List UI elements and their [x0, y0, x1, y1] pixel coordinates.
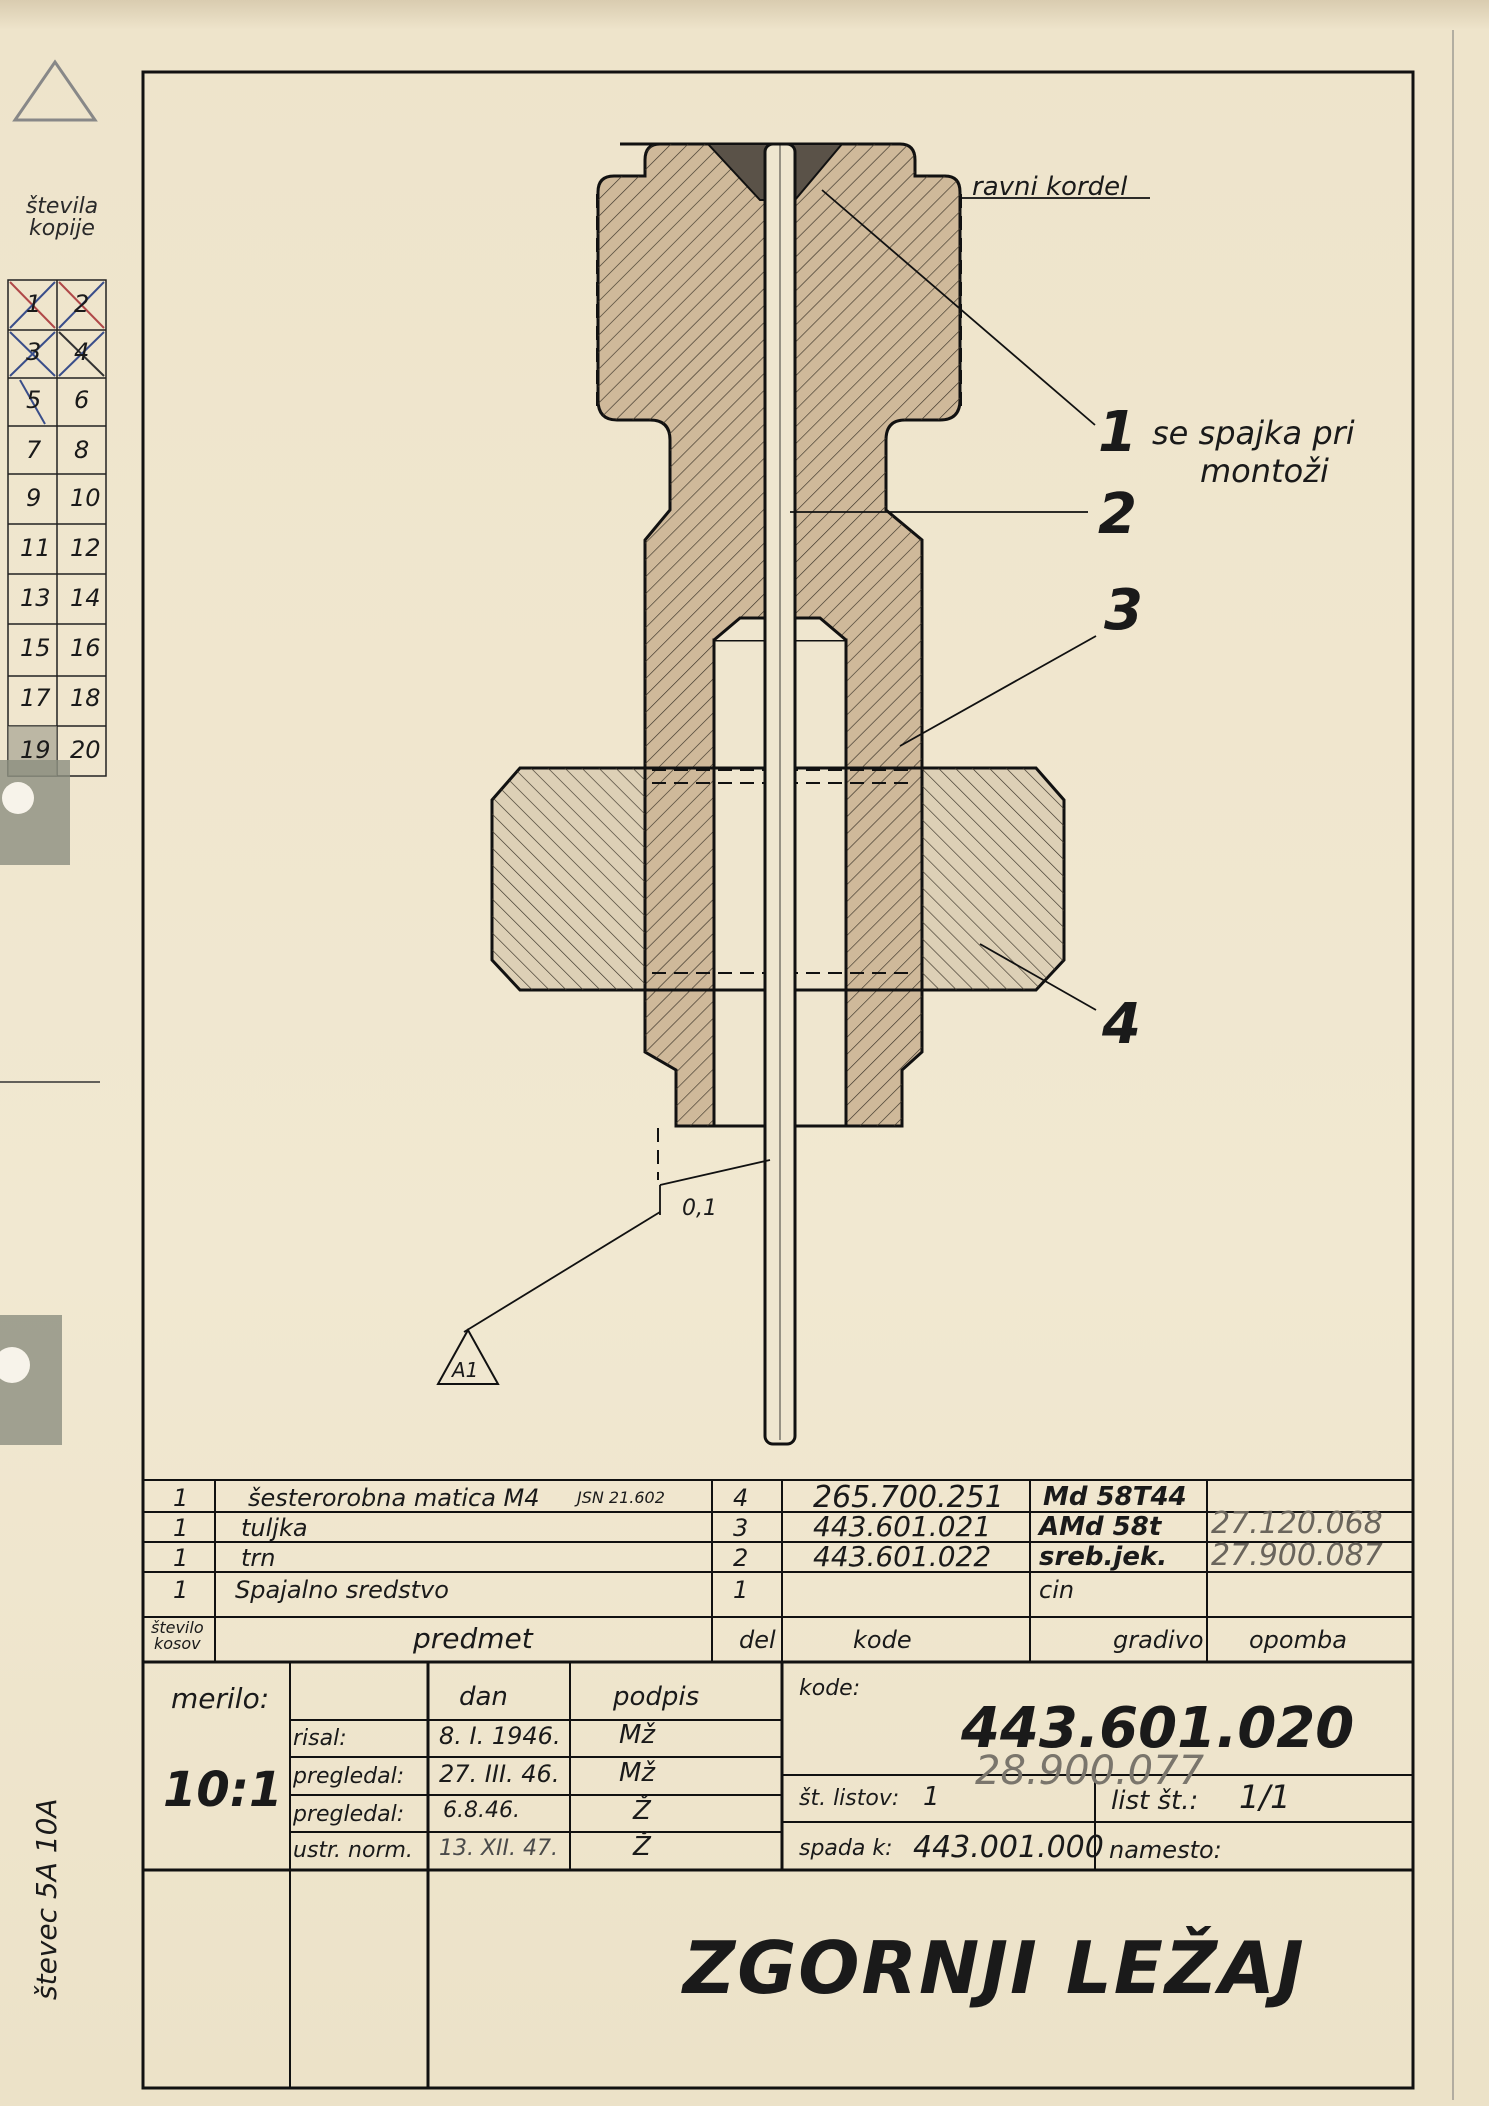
copy-number-cells: [8, 280, 106, 776]
table-cell: 443.601.022: [813, 1540, 992, 1573]
parts-list: [143, 1480, 1413, 1662]
table-cell: 27.120.068: [1211, 1506, 1383, 1541]
copy-cell: 11: [20, 534, 51, 562]
st-listov-label: št. listov:: [799, 1786, 900, 1811]
table-cell: tuljka: [241, 1514, 308, 1542]
signoff-label: risal:: [293, 1726, 347, 1751]
table-cell: šesterorobna matica M4: [248, 1484, 540, 1512]
copy-cell: 13: [20, 584, 51, 612]
copy-cell: 18: [70, 684, 101, 712]
copy-cell: 3: [26, 338, 42, 366]
copy-cell: 5: [26, 386, 42, 414]
header-predmet: predmet: [413, 1622, 533, 1655]
table-cell: 3: [733, 1514, 749, 1542]
copy-cell: 20: [70, 736, 101, 764]
copy-cell: 19: [20, 736, 51, 764]
callout-3: 3: [1104, 578, 1143, 643]
signoff-label: ustr. norm.: [293, 1838, 413, 1863]
header-gradivo: gradivo: [1113, 1626, 1204, 1654]
copy-cell: 9: [26, 484, 42, 512]
signoff-date: 8. I. 1946.: [439, 1722, 561, 1750]
header-del: del: [739, 1626, 776, 1654]
signoff-label: pregledal:: [293, 1802, 405, 1827]
callout-2: 2: [1098, 482, 1137, 547]
table-cell: 4: [733, 1484, 749, 1512]
copy-cell: 14: [70, 584, 101, 612]
header-opomba: opomba: [1249, 1626, 1347, 1654]
copy-cell: 16: [70, 634, 101, 662]
namesto-label: namesto:: [1109, 1836, 1222, 1864]
signoff-signature: Ž: [633, 1832, 651, 1862]
callout-1-note: montoži: [1200, 452, 1329, 490]
kode-label: kode:: [799, 1676, 861, 1701]
copy-cell: 17: [20, 684, 51, 712]
copy-cell: 1: [26, 290, 42, 318]
signoff-date: 27. III. 46.: [439, 1760, 560, 1788]
signoff-signature: Ž: [633, 1796, 651, 1826]
callout-1: 1: [1098, 400, 1137, 465]
tolerance-value: 0,1: [682, 1196, 717, 1221]
table-cell: 443.601.021: [813, 1510, 992, 1543]
signoff-date: 6.8.46.: [443, 1798, 520, 1823]
copy-cell: 4: [74, 338, 90, 366]
st-listov-value: 1: [923, 1782, 940, 1812]
table-cell: JSN 21.602: [577, 1488, 665, 1507]
table-cell: 2: [733, 1544, 749, 1572]
signoff-signature: Mž: [619, 1758, 656, 1788]
spada-value: 443.001.000: [913, 1830, 1104, 1865]
table-cell: 1: [173, 1544, 189, 1572]
merilo-label: merilo:: [171, 1682, 270, 1715]
callout-ravni-kordel: ravni kordel: [972, 172, 1128, 202]
copy-number-label: števila kopije: [25, 194, 99, 241]
callout-1-note: se spajka pri: [1152, 414, 1355, 452]
table-cell: 27.900.087: [1211, 1538, 1383, 1573]
title-block: [143, 1662, 1413, 2088]
callout-4: 4: [1102, 992, 1141, 1057]
archive-code: števec 5A 10A: [30, 1798, 63, 2000]
table-cell: cin: [1039, 1576, 1075, 1604]
copy-cell: 12: [70, 534, 101, 562]
copy-cell: 8: [74, 436, 90, 464]
drawing-number-alt: 28.900.077: [975, 1748, 1205, 1794]
table-cell: 1: [173, 1484, 189, 1512]
header-kode: kode: [853, 1626, 912, 1654]
copy-cell: 2: [74, 290, 90, 318]
datum-label: A1: [452, 1358, 479, 1382]
drawing-number: 443.601.020: [961, 1696, 1355, 1761]
table-cell: Md 58T44: [1043, 1482, 1187, 1512]
spada-label: spada k:: [799, 1836, 893, 1861]
signoff-date: 13. XII. 47.: [439, 1836, 559, 1861]
merilo-value: 10:1: [163, 1762, 283, 1818]
header-podpis: podpis: [613, 1682, 700, 1712]
signoff-signature: Mž: [619, 1720, 656, 1750]
table-cell: 1: [733, 1576, 749, 1604]
copy-cell: 15: [20, 634, 51, 662]
table-cell: 1: [173, 1514, 189, 1542]
drawing-title: ZGORNJI LEŽAJ: [683, 1926, 1306, 2010]
table-cell: 265.700.251: [813, 1480, 1004, 1515]
table-cell: AMd 58t: [1039, 1512, 1162, 1542]
signoff-label: pregledal:: [293, 1764, 405, 1789]
header-dan: dan: [459, 1682, 508, 1712]
triangle-mark: [15, 62, 95, 120]
copy-cell: 6: [74, 386, 90, 414]
list-st-value: 1/1: [1239, 1778, 1291, 1816]
table-cell: sreb.jek.: [1039, 1542, 1168, 1572]
copy-cell: 10: [70, 484, 101, 512]
table-cell: trn: [241, 1544, 276, 1572]
list-st-label: list št.:: [1111, 1786, 1199, 1816]
table-cell: 1: [173, 1576, 189, 1604]
table-cell: Spajalno sredstvo: [235, 1576, 449, 1604]
header-kosov: število kosov: [151, 1618, 204, 1653]
copy-cell: 7: [26, 436, 42, 464]
